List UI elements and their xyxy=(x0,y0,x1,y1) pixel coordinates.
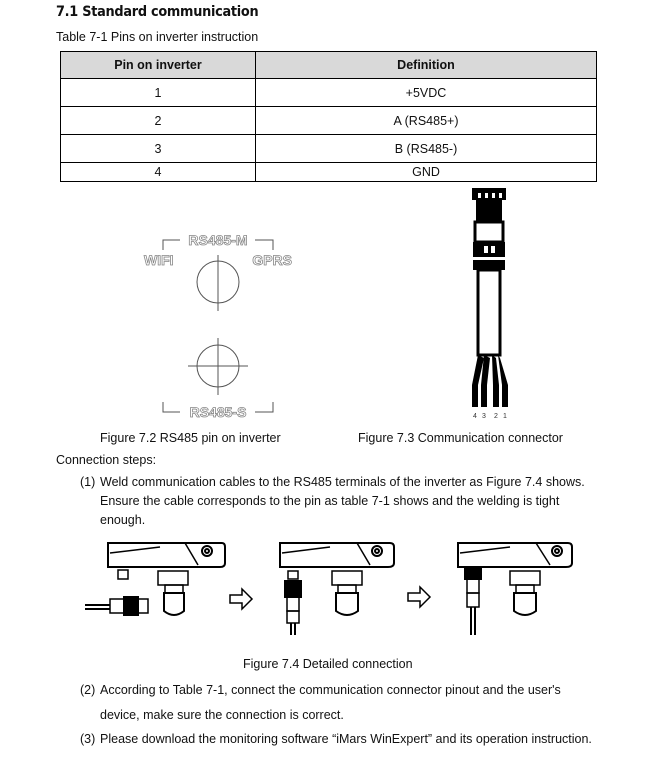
table-row xyxy=(61,107,597,135)
header-definition: Definition xyxy=(256,52,597,79)
step-1-line-3: enough. xyxy=(100,513,146,527)
wire-pin-4: 4 xyxy=(473,413,477,420)
definition-cell: GND xyxy=(256,163,597,182)
section-heading: 7.1 Standard communication xyxy=(56,4,259,20)
table-row xyxy=(61,163,597,182)
definition-cell: +5VDC xyxy=(256,79,597,107)
pin-table xyxy=(60,51,597,182)
definition-cell: A (RS485+) xyxy=(256,107,597,135)
connection-steps-intro: Connection steps: xyxy=(56,453,157,467)
step-2-line-1: According to Table 7-1, connect the communication connector pinout and the user's xyxy=(100,683,561,697)
stage-3-connected xyxy=(458,543,572,635)
stage-2-inserting xyxy=(280,543,394,635)
detailed-connection-diagram xyxy=(80,535,600,650)
step-3-line-1: Please download the monitoring software “iMars WinExpert” and its operation instruction. xyxy=(100,732,592,746)
pin-cell: 3 xyxy=(61,135,256,163)
label-gprs: GPRS xyxy=(252,252,292,268)
bracket-top-right xyxy=(255,240,273,250)
arrow-icon xyxy=(408,587,430,607)
label-rs485-s: RS485-S xyxy=(189,404,247,420)
table-header-row xyxy=(61,52,597,79)
communication-connector-diagram xyxy=(440,180,540,430)
wire-pin-1: 1 xyxy=(503,413,507,420)
stage-1-disconnected xyxy=(85,543,225,615)
wire-pin-2: 2 xyxy=(494,413,498,420)
step-1-number: (1) xyxy=(80,475,96,489)
table-row xyxy=(61,135,597,163)
bracket-top-left xyxy=(163,240,180,250)
figure-7-2-caption: Figure 7.2 RS485 pin on inverter xyxy=(100,431,281,445)
step-1-line-1: Weld communication cables to the RS485 terminals of the inverter as Figure 7.4 shows. xyxy=(100,475,585,489)
step-3-number: (3) xyxy=(80,732,96,746)
pin-cell: 4 xyxy=(61,163,256,182)
label-rs485-m: RS485-M xyxy=(188,232,248,248)
figure-7-4-caption: Figure 7.4 Detailed connection xyxy=(243,657,413,671)
rs485-pin-diagram xyxy=(120,220,320,430)
pin-cell: 2 xyxy=(61,107,256,135)
step-2-number: (2) xyxy=(80,683,96,697)
header-pin: Pin on inverter xyxy=(61,52,256,79)
figure-7-3-caption: Figure 7.3 Communication connector xyxy=(358,431,563,445)
label-wifi: WIFI xyxy=(144,252,174,268)
wire-pin-3: 3 xyxy=(482,413,486,420)
arrow-icon xyxy=(230,589,252,609)
definition-cell: B (RS485-) xyxy=(256,135,597,163)
step-2-line-2: device, make sure the connection is correct. xyxy=(100,708,344,722)
step-1-line-2: Ensure the cable corresponds to the pin as table 7-1 shows and the welding is tight xyxy=(100,494,560,508)
pin-cell: 1 xyxy=(61,79,256,107)
table-row xyxy=(61,79,597,107)
table-caption: Table 7-1 Pins on inverter instruction xyxy=(56,30,259,44)
